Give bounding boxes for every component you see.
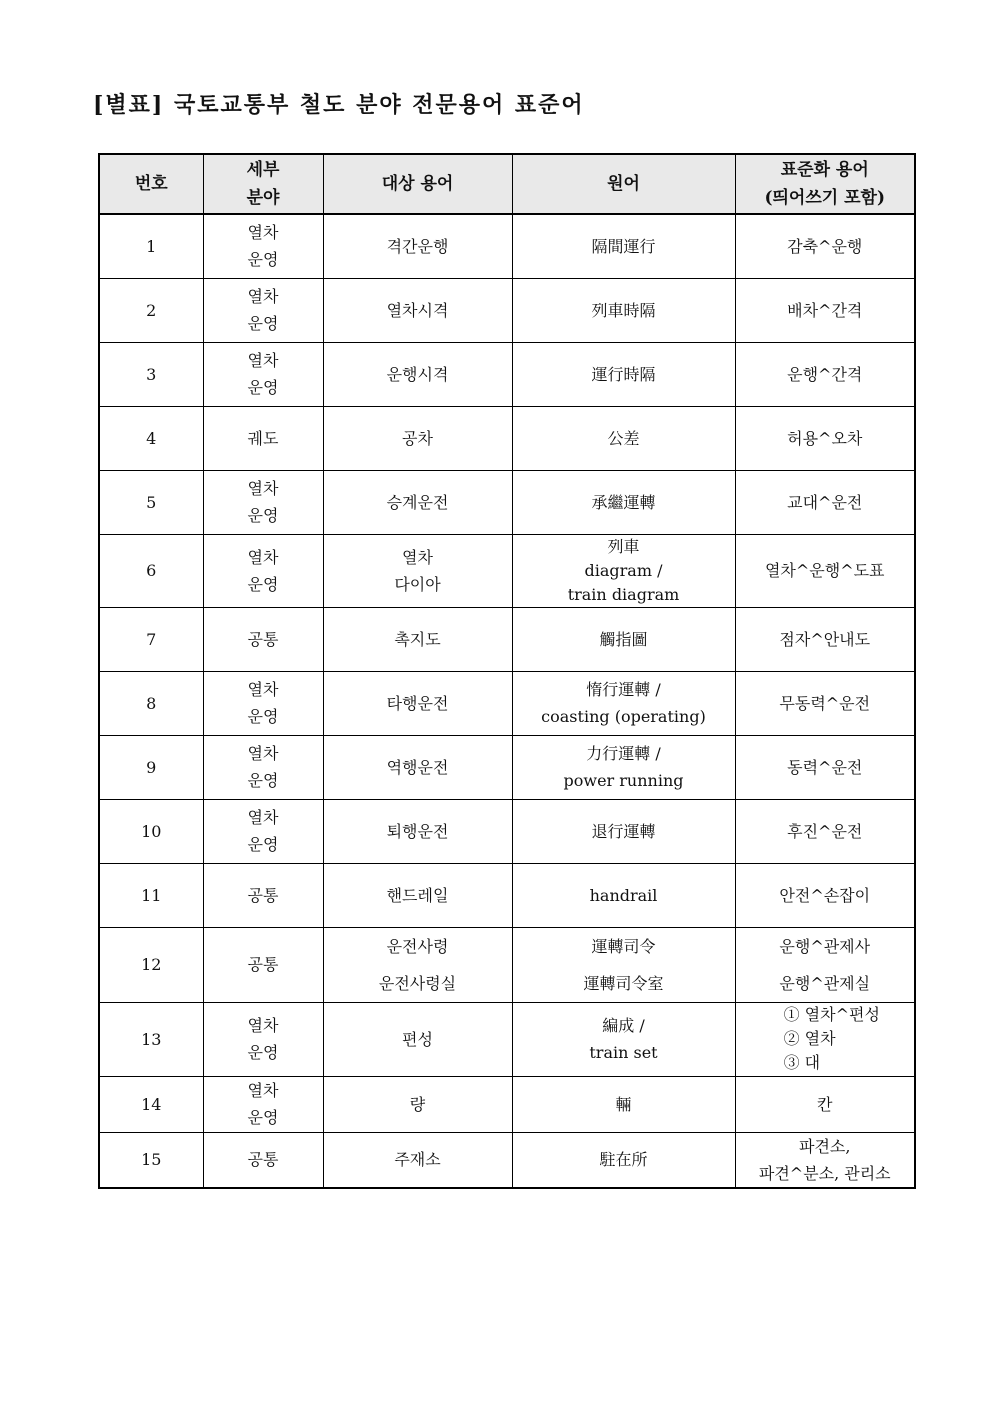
cell-original-term (512, 1076, 735, 1132)
cell-text: 10 (141, 821, 162, 841)
cell-text: 점자^안내도 (779, 629, 871, 649)
table-row (99, 342, 915, 406)
cell-text: 運轉司令室 (583, 973, 664, 993)
cell-text: 運行時隔 (591, 364, 656, 384)
cell-text: 퇴행운전 (386, 821, 449, 841)
cell-field (203, 1132, 323, 1188)
cell-no (99, 278, 203, 342)
cell-original-term (512, 470, 735, 534)
cell-text: 배차^간격 (787, 300, 863, 320)
cell-text: 운영 (247, 574, 279, 594)
cell-text: 5 (146, 492, 157, 512)
header-text: 분야 (246, 188, 280, 208)
cell-text: 공통 (247, 955, 279, 974)
cell-original-term (512, 406, 735, 470)
cell-field (203, 671, 323, 735)
cell-text: 6 (146, 561, 157, 580)
cell-standard-term (735, 863, 915, 927)
cell-text: 다이아 (394, 574, 441, 594)
cell-text: 주재소 (394, 1150, 441, 1170)
cell-text: 열차 (247, 680, 279, 699)
cell-text: 7 (146, 629, 157, 649)
cell-text: 열차 (247, 808, 279, 827)
cell-text: 12 (141, 955, 162, 974)
cell-field (203, 1076, 323, 1132)
cell-text: 궤도 (247, 428, 279, 448)
cell-no (99, 534, 203, 607)
cell-text: power running (563, 771, 684, 790)
header-original-term (512, 154, 735, 214)
cell-original-term (512, 927, 735, 1002)
header-text: 번호 (134, 174, 168, 194)
cell-no (99, 470, 203, 534)
table-row (99, 863, 915, 927)
cell-text: 무동력^운전 (779, 693, 871, 713)
cell-no (99, 607, 203, 671)
terms-table (98, 153, 916, 1189)
cell-no (99, 342, 203, 406)
cell-no (99, 406, 203, 470)
cell-text: 승계운전 (386, 492, 449, 512)
cell-no (99, 1002, 203, 1076)
cell-target-term (323, 927, 512, 1002)
header-standard-term (735, 154, 915, 214)
cell-standard-term (735, 406, 915, 470)
cell-original-term (512, 863, 735, 927)
cell-text: 공차 (402, 428, 433, 448)
cell-text: 운영 (247, 1108, 279, 1127)
cell-text: 1 (146, 236, 157, 256)
cell-text: ② 열차 (783, 1028, 836, 1048)
cell-original-term (512, 214, 735, 278)
cell-field (203, 534, 323, 607)
cell-text: 량 (409, 1094, 426, 1114)
cell-target-term (323, 214, 512, 278)
cell-text: 열차 (247, 287, 279, 306)
cell-text: 운전사령 (386, 936, 449, 956)
table-row (99, 671, 915, 735)
cell-target-term (323, 1132, 512, 1188)
cell-target-term (323, 607, 512, 671)
cell-text: 공통 (247, 885, 279, 905)
cell-text: 감축^운행 (787, 236, 863, 256)
cell-field (203, 278, 323, 342)
cell-text: train diagram (567, 584, 680, 604)
cell-text: 역행운전 (386, 757, 449, 777)
cell-standard-term (735, 214, 915, 278)
header-text: 대상 용어 (381, 174, 454, 194)
cell-field (203, 342, 323, 406)
cell-text: 3 (146, 364, 157, 384)
cell-text: 운행^간격 (787, 364, 863, 384)
cell-text: 열차 (247, 547, 279, 567)
cell-original-term (512, 1002, 735, 1076)
cell-standard-term (735, 1076, 915, 1132)
cell-no (99, 799, 203, 863)
cell-no (99, 1132, 203, 1188)
cell-text: 14 (141, 1094, 162, 1114)
header-text: (띄어쓰기 포함) (764, 188, 886, 208)
cell-text: 공통 (247, 1150, 279, 1170)
cell-text: 운영 (247, 707, 279, 726)
cell-text: 承繼運轉 (591, 492, 656, 512)
cell-target-term (323, 1002, 512, 1076)
cell-text: 운영 (247, 506, 279, 525)
cell-text: 교대^운전 (787, 492, 863, 512)
cell-text: 동력^운전 (787, 757, 863, 777)
table-row (99, 927, 915, 1002)
cell-text: 타행운전 (386, 693, 449, 713)
table-row (99, 607, 915, 671)
cell-text: ① 열차^편성 (783, 1004, 880, 1024)
cell-text: 열차 (402, 547, 433, 567)
cell-standard-term (735, 342, 915, 406)
cell-text: 退行運轉 (591, 821, 656, 841)
cell-text: 열차시격 (386, 300, 449, 320)
cell-text: 8 (146, 693, 157, 713)
cell-target-term (323, 671, 512, 735)
standard-term-options (770, 1003, 880, 1075)
cell-original-term (512, 534, 735, 607)
cell-text: 열차 (247, 479, 279, 498)
cell-text: 15 (141, 1150, 162, 1170)
cell-text: 후진^운전 (787, 821, 863, 841)
cell-target-term (323, 342, 512, 406)
cell-text: 列車時隔 (591, 300, 656, 320)
header-text: 세부 (246, 160, 280, 180)
cell-text: 운영 (247, 314, 279, 333)
cell-text: 駐在所 (599, 1150, 648, 1170)
cell-text: 운영 (247, 250, 279, 270)
table-row (99, 735, 915, 799)
cell-original-term (512, 1132, 735, 1188)
table-row (99, 278, 915, 342)
cell-text: 칸 (817, 1094, 833, 1114)
table-row (99, 1132, 915, 1188)
cell-target-term (323, 863, 512, 927)
cell-standard-term (735, 278, 915, 342)
cell-target-term (323, 278, 512, 342)
cell-original-term (512, 735, 735, 799)
cell-text: 11 (141, 885, 162, 905)
cell-text: train set (589, 1043, 658, 1062)
cell-text: 輛 (615, 1094, 632, 1114)
cell-text: 運轉司令 (591, 936, 656, 956)
header-no (99, 154, 203, 214)
cell-text: 허용^오차 (787, 428, 863, 448)
cell-text: 격간운행 (386, 236, 449, 256)
cell-text: coasting (operating) (541, 707, 706, 726)
cell-text: 列車 (607, 536, 640, 556)
cell-text: 열차 (247, 351, 279, 370)
cell-text: 열차 (247, 223, 279, 243)
cell-text: 9 (146, 757, 157, 777)
table-row (99, 406, 915, 470)
cell-standard-term (735, 534, 915, 607)
cell-target-term (323, 735, 512, 799)
cell-text: 編成 / (602, 1016, 645, 1035)
cell-field (203, 863, 323, 927)
table-header-row (99, 154, 915, 214)
cell-text: 2 (146, 300, 157, 320)
cell-standard-term (735, 1002, 915, 1076)
cell-no (99, 927, 203, 1002)
cell-field (203, 1002, 323, 1076)
cell-target-term (323, 470, 512, 534)
table-row (99, 1002, 915, 1076)
cell-original-term (512, 607, 735, 671)
cell-text: 운행^관제사 (779, 936, 871, 956)
cell-target-term (323, 534, 512, 607)
cell-no (99, 1076, 203, 1132)
cell-text: 운행시격 (386, 364, 449, 384)
cell-text: 열차^운행^도표 (764, 561, 885, 580)
cell-field (203, 214, 323, 278)
cell-no (99, 863, 203, 927)
cell-field (203, 470, 323, 534)
cell-text: 觸指圖 (599, 629, 648, 649)
cell-field (203, 607, 323, 671)
table-row (99, 1076, 915, 1132)
cell-text: 운행^관제실 (779, 973, 871, 993)
cell-text: 편성 (402, 1029, 433, 1049)
cell-standard-term (735, 799, 915, 863)
table-row (99, 534, 915, 607)
cell-field (203, 735, 323, 799)
cell-text: 운영 (247, 835, 279, 854)
cell-original-term (512, 342, 735, 406)
cell-no (99, 735, 203, 799)
header-target-term (323, 154, 512, 214)
cell-text: 운영 (247, 378, 279, 397)
cell-standard-term (735, 927, 915, 1002)
cell-standard-term (735, 1132, 915, 1188)
cell-standard-term (735, 671, 915, 735)
table-row (99, 799, 915, 863)
cell-text: 公差 (607, 428, 640, 448)
cell-text: 惰行運轉 / (586, 680, 661, 699)
cell-text: 열차 (247, 1081, 279, 1100)
cell-text: 力行運轉 / (586, 744, 661, 763)
table-row (99, 214, 915, 278)
cell-original-term (512, 671, 735, 735)
cell-field (203, 799, 323, 863)
cell-field (203, 927, 323, 1002)
header-text: 원어 (607, 174, 640, 194)
cell-standard-term (735, 735, 915, 799)
cell-target-term (323, 799, 512, 863)
cell-text: 운영 (247, 1043, 279, 1062)
cell-no (99, 214, 203, 278)
header-field (203, 154, 323, 214)
cell-target-term (323, 406, 512, 470)
cell-standard-term (735, 607, 915, 671)
header-text: 표준화 용어 (780, 160, 869, 180)
cell-text: 파견소, (799, 1136, 851, 1156)
cell-text: handrail (589, 885, 658, 905)
cell-text: ③ 대 (783, 1052, 821, 1072)
cell-text: 파견^분소, 관리소 (758, 1163, 891, 1183)
cell-text: 촉지도 (394, 629, 441, 649)
cell-text: 열차 (247, 744, 279, 763)
cell-text: 隔間運行 (591, 236, 656, 256)
cell-field (203, 406, 323, 470)
cell-text: 운영 (247, 771, 279, 790)
cell-text: 공통 (247, 629, 279, 649)
cell-standard-term (735, 470, 915, 534)
cell-original-term (512, 278, 735, 342)
cell-target-term (323, 1076, 512, 1132)
table-row (99, 470, 915, 534)
cell-text: 열차 (247, 1016, 279, 1035)
cell-text: 핸드레일 (386, 885, 449, 905)
cell-original-term (512, 799, 735, 863)
cell-text: diagram / (584, 560, 663, 580)
cell-text: 13 (141, 1029, 162, 1049)
cell-text: 안전^손잡이 (779, 885, 871, 905)
cell-text: 운전사령실 (378, 973, 457, 993)
document-title: [별표] 국토교통부 철도 분야 전문용어 표준어 (93, 92, 585, 118)
cell-text: 4 (146, 428, 157, 448)
cell-no (99, 671, 203, 735)
